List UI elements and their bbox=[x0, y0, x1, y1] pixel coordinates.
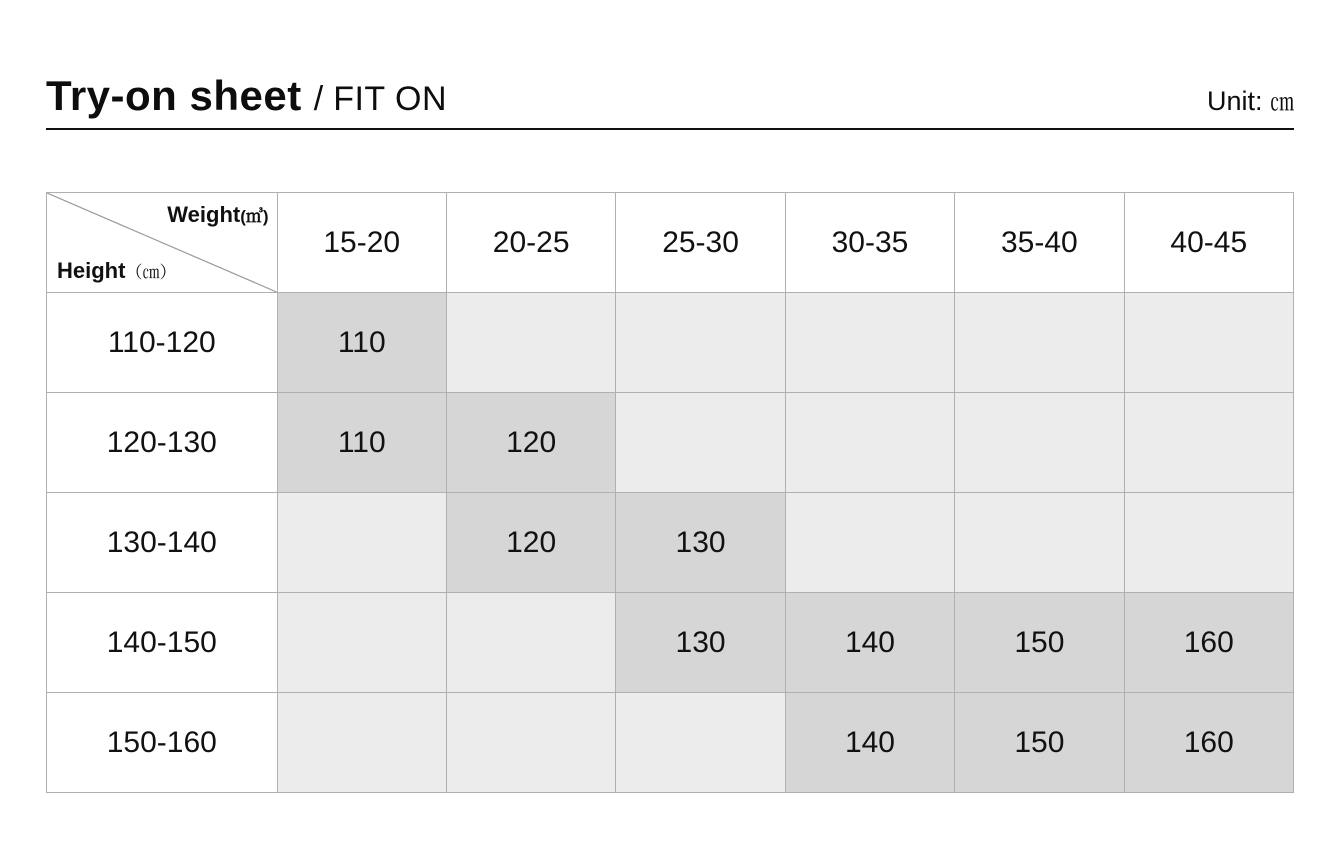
size-cell bbox=[277, 493, 446, 593]
page-title-sub: FIT ON bbox=[333, 80, 448, 118]
height-row-header: 120-130 bbox=[47, 393, 278, 493]
height-axis-label-text: Height bbox=[57, 258, 126, 283]
size-cell bbox=[785, 493, 954, 593]
size-cell bbox=[1124, 293, 1293, 393]
height-row-header: 130-140 bbox=[47, 493, 278, 593]
size-table bbox=[46, 192, 1294, 793]
height-axis-label bbox=[57, 258, 176, 284]
weight-column-header: 40-45 bbox=[1124, 193, 1293, 293]
size-cell: 120 bbox=[446, 393, 615, 493]
size-cell: 160 bbox=[1124, 593, 1293, 693]
size-cell: 140 bbox=[785, 693, 954, 793]
page-title-main: Try-on sheet bbox=[46, 72, 302, 119]
size-cell bbox=[955, 493, 1124, 593]
weight-column-header: 15-20 bbox=[277, 193, 446, 293]
height-row-header: 110-120 bbox=[47, 293, 278, 393]
size-cell: 110 bbox=[277, 293, 446, 393]
size-cell bbox=[446, 293, 615, 393]
size-cell bbox=[1124, 393, 1293, 493]
height-row-header: 140-150 bbox=[47, 593, 278, 693]
size-table-head bbox=[47, 193, 1294, 293]
size-cell: 130 bbox=[616, 593, 785, 693]
table-row bbox=[47, 493, 1294, 593]
size-cell bbox=[785, 293, 954, 393]
weight-column-header: 35-40 bbox=[955, 193, 1124, 293]
unit-note-label: Unit: bbox=[1206, 86, 1263, 116]
size-cell: 110 bbox=[277, 393, 446, 493]
size-cell: 150 bbox=[955, 693, 1124, 793]
page-header bbox=[46, 58, 1294, 120]
weight-column-header: 20-25 bbox=[446, 193, 615, 293]
page-title bbox=[46, 72, 447, 120]
size-table-wrapper bbox=[46, 192, 1294, 793]
size-cell bbox=[616, 293, 785, 393]
size-cell bbox=[955, 293, 1124, 393]
size-cell: 120 bbox=[446, 493, 615, 593]
header-divider bbox=[46, 128, 1294, 130]
size-cell bbox=[277, 693, 446, 793]
weight-column-header: 30-35 bbox=[785, 193, 954, 293]
table-header-row bbox=[47, 193, 1294, 293]
size-table-body bbox=[47, 293, 1294, 793]
size-cell bbox=[277, 593, 446, 693]
unit-note bbox=[1207, 82, 1294, 120]
weight-axis-label-text: Weight bbox=[167, 202, 241, 227]
unit-note-value: ㎝ bbox=[1270, 89, 1294, 116]
table-row bbox=[47, 393, 1294, 493]
size-cell bbox=[616, 693, 785, 793]
table-row bbox=[47, 693, 1294, 793]
table-row bbox=[47, 293, 1294, 393]
size-cell bbox=[955, 393, 1124, 493]
size-cell: 130 bbox=[616, 493, 785, 593]
height-row-header: 150-160 bbox=[47, 693, 278, 793]
size-cell bbox=[446, 593, 615, 693]
height-axis-unit: （㎝） bbox=[125, 263, 177, 282]
weight-axis-unit: (㎥) bbox=[240, 207, 269, 226]
axis-corner-cell bbox=[47, 193, 278, 293]
weight-axis-label bbox=[167, 202, 268, 228]
weight-column-header: 25-30 bbox=[616, 193, 785, 293]
table-row bbox=[47, 593, 1294, 693]
size-cell bbox=[616, 393, 785, 493]
size-cell bbox=[446, 693, 615, 793]
size-cell bbox=[1124, 493, 1293, 593]
size-cell bbox=[785, 393, 954, 493]
size-cell: 140 bbox=[785, 593, 954, 693]
size-cell: 150 bbox=[955, 593, 1124, 693]
size-cell: 160 bbox=[1124, 693, 1293, 793]
page-title-separator: / bbox=[313, 80, 324, 118]
